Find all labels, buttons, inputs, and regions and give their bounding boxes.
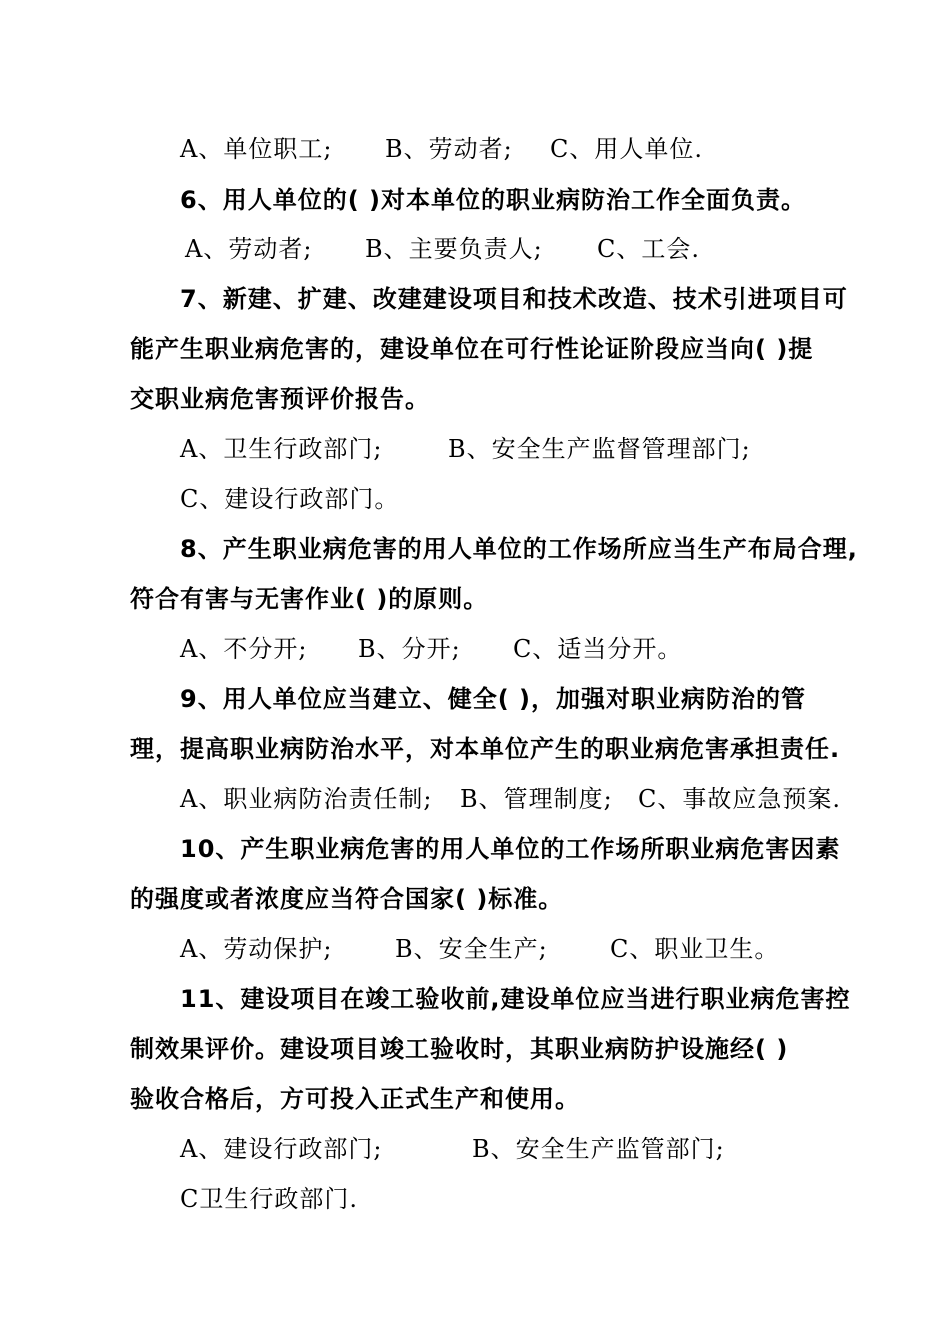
question-7-line-3: 交职业病危害预评价报告。	[130, 385, 430, 413]
q5-option-c: C、用人单位.	[550, 135, 703, 163]
q11-option-a: A、建设行政部门;	[180, 1135, 383, 1163]
q7-options	[180, 434, 751, 464]
q8-options	[180, 634, 682, 664]
q10-option-a: A、劳动保护;	[180, 935, 333, 963]
q6-option-b: B、主要负责人;	[365, 235, 543, 263]
q6-option-a: A、劳动者;	[185, 235, 313, 263]
q11-options	[180, 1134, 725, 1164]
question-8-line-1: 8、产生职业病危害的用人单位的工作场所应当生产布局合理,	[180, 535, 858, 563]
question-11-line-2: 制效果评价。建设项目竣工验收时，其职业病防护设施经( )	[130, 1035, 789, 1063]
question-7-line-2: 能产生职业病危害的，建设单位在可行性论证阶段应当向( )提	[130, 335, 814, 363]
question-9-line-2: 理，提高职业病防治水平，对本单位产生的职业病危害承担责任.	[130, 735, 841, 763]
q10-option-c: C、职业卫生。	[610, 935, 780, 963]
q9-option-a: A、职业病防治责任制;	[180, 785, 433, 813]
question-9-line-1: 9、用人单位应当建立、健全( )，加强对职业病防治的管	[180, 685, 806, 713]
q7-option-c: C、建设行政部门。	[180, 485, 400, 513]
q10-options	[180, 934, 779, 964]
question-10-line-1: 10、产生职业病危害的用人单位的工作场所职业病危害因素	[180, 835, 841, 863]
question-11-line-1: 11、建设项目在竣工验收前,建设单位应当进行职业病危害控	[180, 985, 851, 1013]
q9-options	[180, 784, 841, 814]
q9-option-b: B、管理制度;	[460, 785, 613, 813]
q7-option-b: B、安全生产监督管理部门;	[448, 435, 751, 463]
q8-option-a: A、不分开;	[180, 635, 308, 663]
q8-option-c: C、适当分开。	[513, 635, 683, 663]
q10-option-b: B、安全生产;	[395, 935, 548, 963]
q6-options	[185, 234, 700, 264]
question-11-line-3: 验收合格后，方可投入正式生产和使用。	[130, 1085, 580, 1113]
question-7-line-1: 7、新建、扩建、改建建设项目和技术改造、技术引进项目可	[180, 285, 848, 313]
q11-option-c: C卫生行政部门.	[180, 1185, 358, 1213]
question-6-line-1: 6、用人单位的( )对本单位的职业病防治工作全面负责。	[180, 186, 806, 214]
q9-option-c: C、事故应急预案.	[638, 785, 841, 813]
q7-option-a: A、卫生行政部门;	[180, 435, 383, 463]
question-10-line-2: 的强度或者浓度应当符合国家( )标准。	[130, 885, 564, 913]
q6-option-c: C、工会.	[597, 235, 700, 263]
q5-options	[180, 134, 703, 164]
question-8-line-2: 符合有害与无害作业( )的原则。	[130, 585, 489, 613]
q5-option-a: A、单位职工;	[180, 135, 333, 163]
q8-option-b: B、分开;	[358, 635, 461, 663]
q11-option-b: B、安全生产监管部门;	[472, 1135, 725, 1163]
q5-option-b: B、劳动者;	[385, 135, 513, 163]
